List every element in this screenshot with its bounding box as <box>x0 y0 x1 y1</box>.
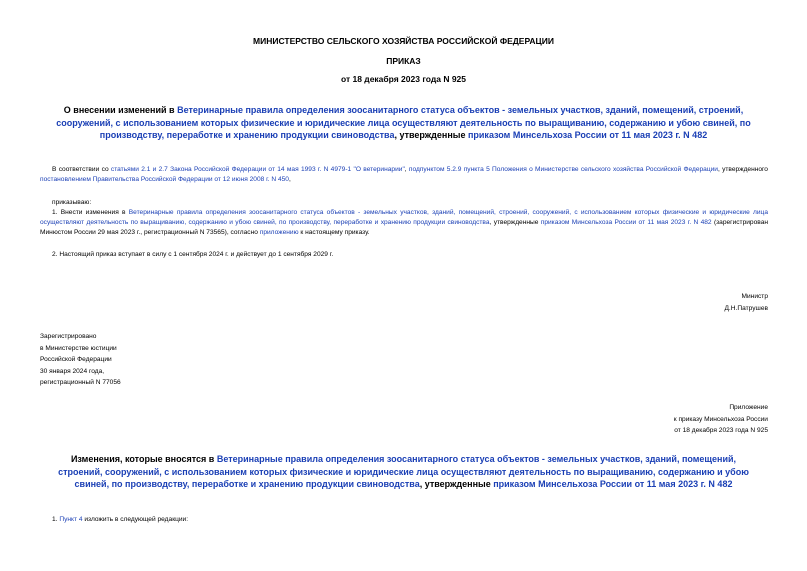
preamble-paragraph <box>40 165 768 185</box>
appendix-block <box>674 402 768 437</box>
orders-line: приказываю: <box>52 199 92 206</box>
appendix-line-1: Приложение <box>729 404 768 411</box>
title-rules-link[interactable]: Ветеринарные правила определения зоосанитарного статуса объектов - земельных участков, зданий, помещений, строений, сооружений, с использованием которых физические и юридические лица осуществляют деятельность по выращиванию, содержанию и убою свиней, по производству, переработке и хранению продукции свиноводства <box>56 105 751 140</box>
changes-title <box>52 453 755 491</box>
changes-order-link[interactable]: приказом Минсельхоза России от 11 мая 2023 г. N 482 <box>493 479 733 489</box>
item1-order-link[interactable]: приказом Минсельхоза России от 11 мая 2023 г. N 482 <box>540 219 712 227</box>
law-articles-link[interactable]: статьями 2.1 и 2.7 Закона Российской Федерации от 14 мая 1993 г. N 4979-1 "О ветеринарии" <box>110 166 405 173</box>
appendix-line-3: от 18 декабря 2023 года N 925 <box>674 427 768 434</box>
item-1-paragraph <box>40 208 768 239</box>
registration-line-5: регистрационный N 77056 <box>40 379 121 386</box>
item1-rules-link[interactable]: Ветеринарные правила определения зоосанитарного статуса объектов - земельных участков, зданий, помещений, строений, сооружений, с использованием которых физические и юридические лица осуществляют деятельность по выращиванию, содержанию и убою свиней, по производству, переработке и хранению продукции свиноводства <box>40 209 768 227</box>
title-order-link[interactable]: приказом Минсельхоза России от 11 мая 2023 г. N 482 <box>467 130 708 140</box>
registration-line-1: Зарегистрировано <box>40 333 97 340</box>
signature-block <box>724 291 768 314</box>
item1-text-1: 1. Внести изменения в <box>52 209 129 216</box>
change1-text-1: 1. <box>52 516 60 523</box>
appendix-link[interactable]: приложению <box>259 229 299 237</box>
preamble-text-1: В соответствии со <box>52 166 111 173</box>
registration-line-2: в Министерстве юстиции <box>40 344 117 352</box>
doc-type-heading: ПРИКАЗ <box>386 56 421 66</box>
changes-title-prefix: Изменения, которые вносятся в <box>70 454 217 464</box>
ministry-heading: МИНИСТЕРСТВО СЕЛЬСКОГО ХОЗЯЙСТВА РОССИЙСКОЙ ФЕДЕРАЦИИ <box>253 36 554 46</box>
preamble-text-4: , <box>288 176 291 184</box>
point-4-link[interactable]: Пункт 4 <box>59 516 83 523</box>
preamble-text-2: , <box>404 166 409 173</box>
registration-block <box>40 331 121 389</box>
document-title <box>52 104 755 142</box>
title-prefix: О внесении изменений в <box>63 105 178 115</box>
preamble-text-3: , утвержденного <box>717 166 768 173</box>
appendix-line-2: к приказу Минсельхоза России <box>673 415 768 423</box>
changes-rules-link[interactable]: Ветеринарные правила определения зоосанитарного статуса объектов - земельных участков, зданий, помещений, строений, сооружений, с использованием которых физические и юридические лица осуществляют деятельность по выращиванию, содержанию и убою свиней, по производству, переработке и хранению продукции свиноводства <box>58 454 749 489</box>
signature-position: Министр <box>741 293 768 300</box>
change-1-paragraph <box>40 515 768 525</box>
registration-line-3: Российской Федерации <box>40 356 112 363</box>
item1-text-3: (зарегистрирован Минюстом России 29 мая 2023 г., регистрационный N 73565), согласно <box>40 219 768 237</box>
item1-text-4: к настоящему приказу. <box>298 229 370 237</box>
title-middle: , утвержденные <box>394 130 468 140</box>
doc-date-number: от 18 декабря 2023 года N 925 <box>340 74 467 84</box>
government-resolution-link[interactable]: постановлением Правительства Российской Федерации от 12 июня 2008 г. N 450 <box>40 176 289 184</box>
change1-text-2: изложить в следующей редакции: <box>82 516 189 523</box>
item1-text-2: , утвержденные <box>489 219 541 227</box>
item-2-paragraph: 2. Настоящий приказ вступает в силу с 1 сентября 2024 г. и действует до 1 сентября 2029 г. <box>52 251 334 258</box>
changes-title-middle: , утвержденные <box>419 479 494 489</box>
ministry-regulation-link[interactable]: подпунктом 5.2.9 пункта 5 Положения о Министерстве сельского хозяйства Российской Федерации <box>408 166 718 173</box>
registration-line-4: 30 января 2024 года, <box>40 367 105 375</box>
signature-name: Д.Н.Патрушев <box>724 304 768 312</box>
